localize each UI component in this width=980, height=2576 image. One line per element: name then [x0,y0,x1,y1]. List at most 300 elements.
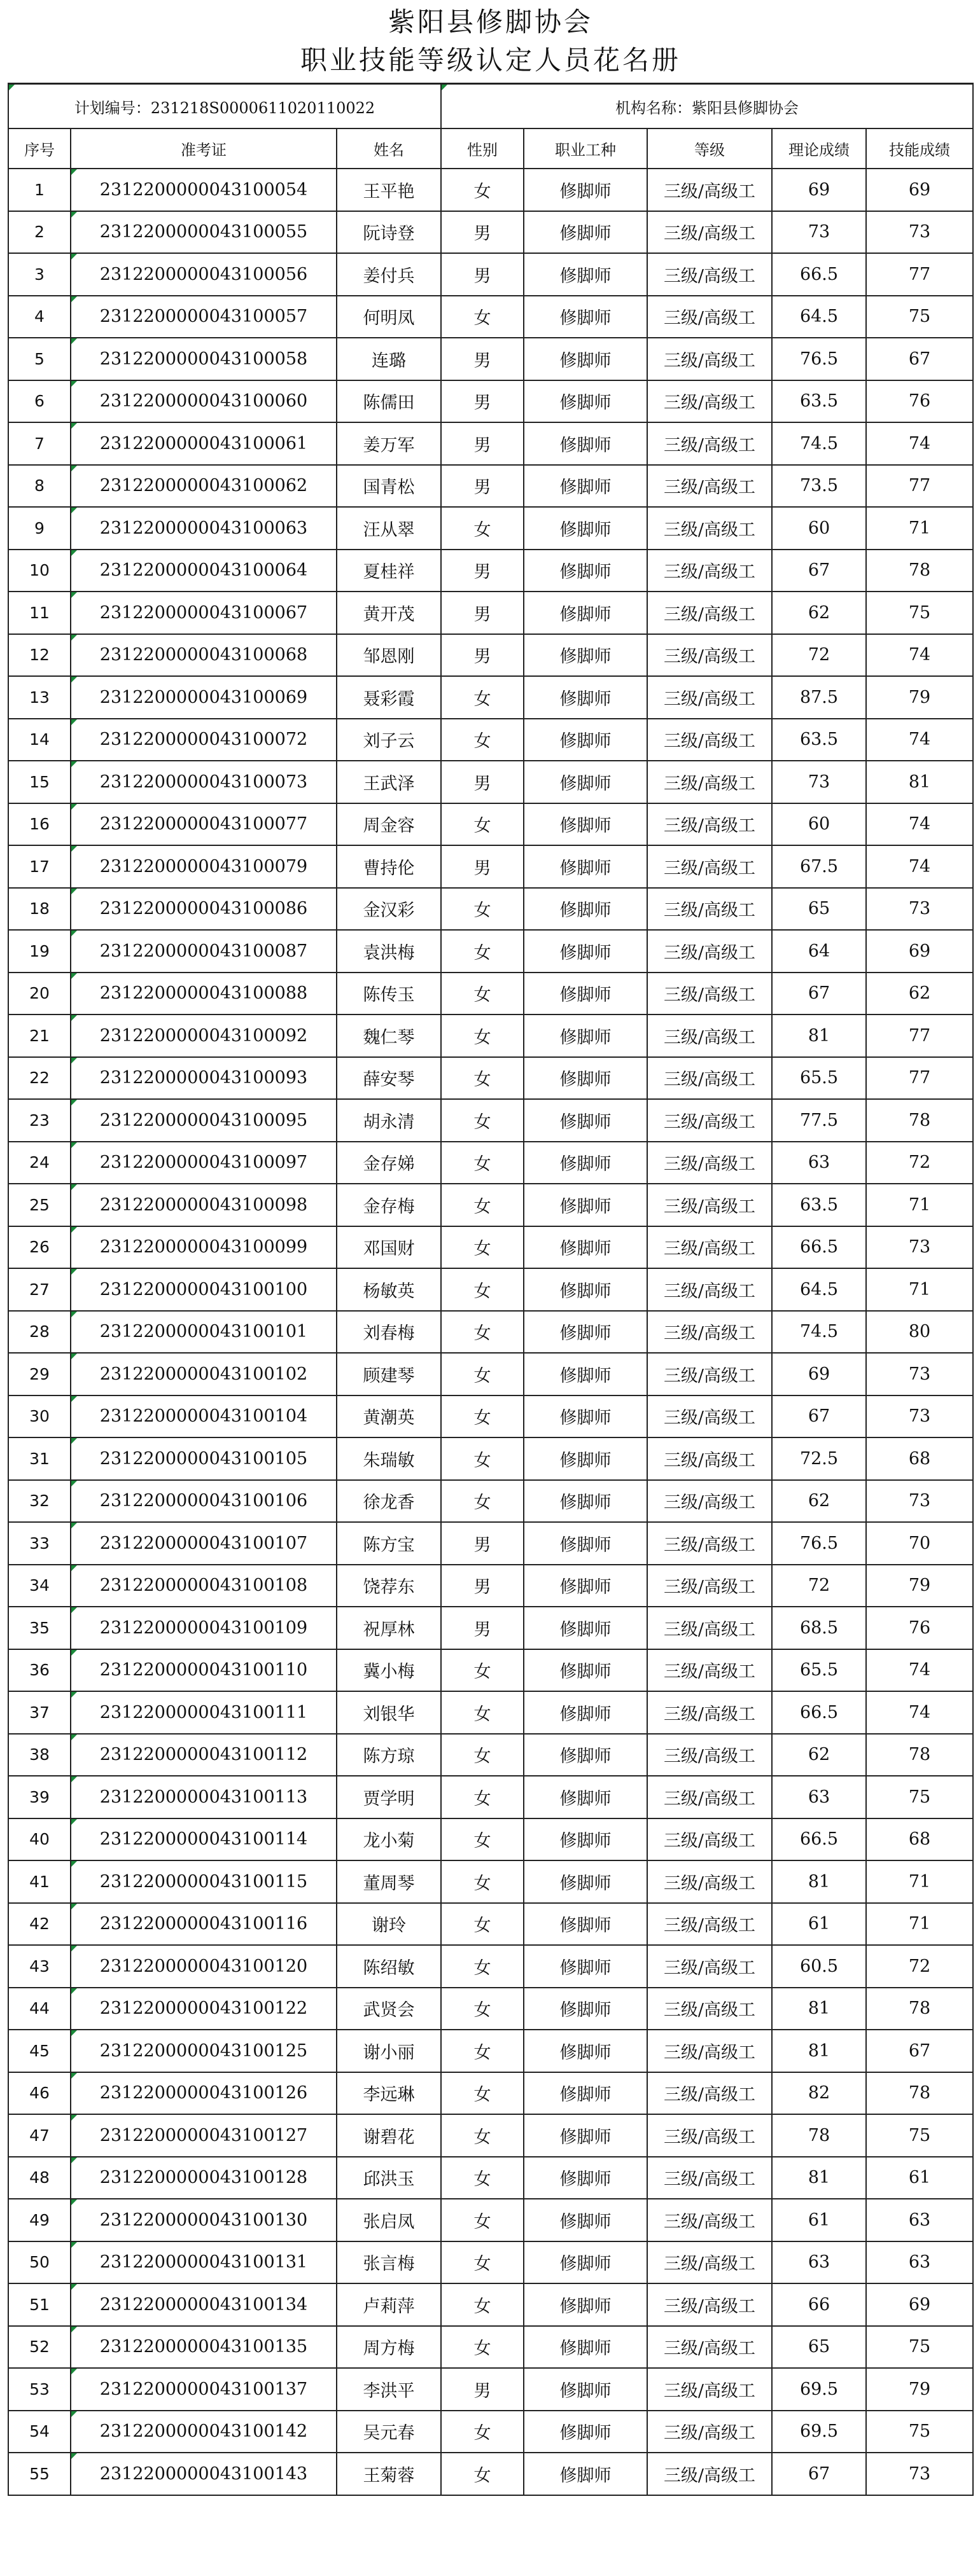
table-row [8,1945,973,1988]
row-level: 三级/高级工 [647,803,772,846]
row-theory-score: 61 [772,1903,866,1946]
plan-number: 计划编号：231218S0000611020110022 [8,84,441,129]
row-theory-score: 72.5 [772,1437,866,1480]
row-name: 国青松 [337,465,441,508]
table-row [8,338,973,380]
row-theory-score: 74.5 [772,422,866,465]
table-row [8,634,973,677]
row-exam-id: 2312200000043100105 [71,1437,337,1480]
row-gender: 女 [441,1776,524,1818]
row-occupation: 修脚师 [524,1860,647,1903]
row-exam-id: 2312200000043100072 [71,719,337,761]
table-row [8,1099,973,1142]
row-name: 陈绍敏 [337,1945,441,1988]
row-gender: 女 [441,803,524,846]
row-theory-score: 64.5 [772,296,866,338]
row-level: 三级/高级工 [647,2283,772,2326]
table-row [8,1860,973,1903]
row-name: 金存梅 [337,1184,441,1226]
row-skill-score: 74 [866,1649,973,1692]
row-gender: 女 [441,1142,524,1184]
row-theory-score: 72 [772,1565,866,1607]
row-occupation: 修脚师 [524,338,647,380]
row-exam-id: 2312200000043100077 [71,803,337,846]
row-exam-id: 2312200000043100106 [71,1480,337,1523]
table-row [8,1142,973,1184]
row-exam-id: 2312200000043100054 [71,169,337,211]
cell-marker-icon [71,1692,77,1698]
row-occupation: 修脚师 [524,1480,647,1523]
cell-marker-icon [71,1184,77,1190]
cell-marker-icon [71,1565,77,1571]
row-skill-score: 69 [866,169,973,211]
row-exam-id: 2312200000043100086 [71,888,337,931]
row-skill-score: 77 [866,1057,973,1100]
row-name: 贾学明 [337,1776,441,1818]
cell-marker-icon [71,1269,77,1275]
row-level: 三级/高级工 [647,676,772,719]
row-occupation: 修脚师 [524,973,647,1015]
row-theory-score: 66.5 [772,253,866,296]
row-occupation: 修脚师 [524,1691,647,1734]
row-seq: 18 [8,888,71,931]
table-row [8,888,973,931]
table-row [8,2453,973,2495]
cell-marker-icon [71,2030,77,2036]
row-level: 三级/高级工 [647,2411,772,2453]
row-gender: 女 [441,2283,524,2326]
row-seq: 13 [8,676,71,719]
table-row [8,2114,973,2157]
row-name: 阮诗登 [337,211,441,254]
row-seq: 32 [8,1480,71,1523]
row-exam-id: 2312200000043100063 [71,507,337,550]
row-theory-score: 62 [772,592,866,634]
row-name: 聂彩霞 [337,676,441,719]
row-occupation: 修脚师 [524,592,647,634]
row-exam-id: 2312200000043100079 [71,845,337,888]
row-theory-score: 76.5 [772,1522,866,1565]
row-exam-id: 2312200000043100125 [71,2030,337,2072]
row-occupation: 修脚师 [524,1649,647,1692]
row-occupation: 修脚师 [524,719,647,761]
row-seq: 37 [8,1691,71,1734]
row-gender: 男 [441,845,524,888]
row-exam-id: 2312200000043100068 [71,634,337,677]
row-skill-score: 70 [866,1522,973,1565]
info-row [8,84,973,129]
row-name: 刘银华 [337,1691,441,1734]
row-seq: 22 [8,1057,71,1100]
cell-marker-icon [71,508,77,513]
row-name: 黄开茂 [337,592,441,634]
row-occupation: 修脚师 [524,2453,647,2495]
cell-marker-icon [71,1142,77,1148]
title-line-2: 职业技能等级认定人员花名册 [300,45,682,76]
row-level: 三级/高级工 [647,1565,772,1607]
cell-marker-icon [71,2199,77,2205]
row-theory-score: 81 [772,1014,866,1057]
row-level: 三级/高级工 [647,592,772,634]
row-exam-id: 2312200000043100108 [71,1565,337,1607]
row-occupation: 修脚师 [524,803,647,846]
row-name: 金存娣 [337,1142,441,1184]
row-level: 三级/高级工 [647,634,772,677]
table-row [8,1057,973,1100]
row-occupation: 修脚师 [524,2368,647,2411]
row-gender: 女 [441,1437,524,1480]
row-theory-score: 63.5 [772,1184,866,1226]
row-seq: 54 [8,2411,71,2453]
row-level: 三级/高级工 [647,1057,772,1100]
row-name: 邹恩刚 [337,634,441,677]
row-gender: 女 [441,1988,524,2030]
row-gender: 女 [441,1226,524,1269]
row-name: 王武泽 [337,761,441,803]
cell-marker-icon [71,1904,77,1909]
row-gender: 女 [441,2114,524,2157]
row-name: 胡永清 [337,1099,441,1142]
row-gender: 女 [441,2030,524,2072]
row-level: 三级/高级工 [647,296,772,338]
row-name: 谢碧花 [337,2114,441,2157]
header-row [8,128,973,169]
row-name: 姜付兵 [337,253,441,296]
row-seq: 53 [8,2368,71,2411]
row-seq: 45 [8,2030,71,2072]
table-row [8,169,973,211]
row-skill-score: 71 [866,1860,973,1903]
row-gender: 女 [441,930,524,973]
row-exam-id: 2312200000043100060 [71,380,337,423]
row-level: 三级/高级工 [647,1522,772,1565]
row-seq: 20 [8,973,71,1015]
row-seq: 2 [8,211,71,254]
row-occupation: 修脚师 [524,422,647,465]
row-occupation: 修脚师 [524,507,647,550]
row-occupation: 修脚师 [524,1776,647,1818]
cell-marker-icon [71,254,77,260]
table-row [8,550,973,592]
row-occupation: 修脚师 [524,2030,647,2072]
row-theory-score: 67 [772,550,866,592]
row-skill-score: 68 [866,1437,973,1480]
header-seq: 序号 [8,128,71,169]
row-skill-score: 79 [866,2368,973,2411]
row-exam-id: 2312200000043100115 [71,1860,337,1903]
row-seq: 30 [8,1395,71,1438]
row-gender: 女 [441,2157,524,2199]
row-gender: 女 [441,1311,524,1354]
title-line-1: 紫阳县修脚协会 [388,6,594,38]
row-gender: 女 [441,2241,524,2284]
row-gender: 女 [441,507,524,550]
row-seq: 48 [8,2157,71,2199]
row-exam-id: 2312200000043100112 [71,1734,337,1776]
row-theory-score: 67.5 [772,845,866,888]
row-theory-score: 82 [772,2072,866,2115]
table-row [8,2072,973,2115]
row-exam-id: 2312200000043100134 [71,2283,337,2326]
table-row [8,803,973,846]
row-name: 刘春梅 [337,1311,441,1354]
row-occupation: 修脚师 [524,1818,647,1861]
row-skill-score: 78 [866,1099,973,1142]
row-skill-score: 69 [866,930,973,973]
row-occupation: 修脚师 [524,1268,647,1311]
row-name: 夏桂祥 [337,550,441,592]
row-theory-score: 69.5 [772,2411,866,2453]
row-gender: 女 [441,973,524,1015]
row-exam-id: 2312200000043100073 [71,761,337,803]
row-occupation: 修脚师 [524,1988,647,2030]
row-seq: 26 [8,1226,71,1269]
document-title [8,0,973,84]
row-level: 三级/高级工 [647,973,772,1015]
row-name: 刘子云 [337,719,441,761]
row-level: 三级/高级工 [647,1945,772,1988]
row-exam-id: 2312200000043100098 [71,1184,337,1226]
row-occupation: 修脚师 [524,2157,647,2199]
cell-marker-icon [71,2411,77,2417]
cell-marker-icon [71,550,77,556]
row-exam-id: 2312200000043100064 [71,550,337,592]
row-gender: 女 [441,1734,524,1776]
cell-marker-icon [71,889,77,894]
row-name: 陈方宝 [337,1522,441,1565]
row-seq: 1 [8,169,71,211]
row-occupation: 修脚师 [524,761,647,803]
row-level: 三级/高级工 [647,550,772,592]
row-theory-score: 65.5 [772,1057,866,1100]
row-skill-score: 68 [866,1818,973,1861]
row-occupation: 修脚师 [524,2283,647,2326]
row-seq: 17 [8,845,71,888]
row-skill-score: 73 [866,2453,973,2495]
row-name: 张启凤 [337,2199,441,2241]
row-seq: 52 [8,2326,71,2369]
row-name: 汪从翠 [337,507,441,550]
row-exam-id: 2312200000043100109 [71,1607,337,1649]
cell-marker-icon [71,2284,77,2290]
row-level: 三级/高级工 [647,1142,772,1184]
row-level: 三级/高级工 [647,2157,772,2199]
cell-marker-icon [71,1523,77,1528]
row-gender: 女 [441,1268,524,1311]
row-name: 王平艳 [337,169,441,211]
row-seq: 42 [8,1903,71,1946]
row-occupation: 修脚师 [524,1226,647,1269]
row-theory-score: 63 [772,1142,866,1184]
row-level: 三级/高级工 [647,507,772,550]
table-row [8,253,973,296]
table-row [8,2199,973,2241]
row-skill-score: 78 [866,1988,973,2030]
table-row [8,1184,973,1226]
table-row [8,930,973,973]
row-skill-score: 75 [866,296,973,338]
table-row [8,1649,973,1692]
row-occupation: 修脚师 [524,2072,647,2115]
row-occupation: 修脚师 [524,1437,647,1480]
row-seq: 24 [8,1142,71,1184]
row-name: 龙小菊 [337,1818,441,1861]
row-gender: 女 [441,676,524,719]
row-seq: 11 [8,592,71,634]
table-row [8,2157,973,2199]
cell-marker-icon [71,466,77,471]
cell-marker-icon [71,2073,77,2079]
table-row [8,2283,973,2326]
row-level: 三级/高级工 [647,1437,772,1480]
row-level: 三级/高级工 [647,761,772,803]
row-exam-id: 2312200000043100057 [71,296,337,338]
row-name: 连璐 [337,338,441,380]
header-name: 姓名 [337,128,441,169]
row-level: 三级/高级工 [647,2453,772,2495]
row-skill-score: 67 [866,2030,973,2072]
row-exam-id: 2312200000043100142 [71,2411,337,2453]
row-seq: 51 [8,2283,71,2326]
row-occupation: 修脚师 [524,465,647,508]
row-seq: 41 [8,1860,71,1903]
row-gender: 女 [441,719,524,761]
row-skill-score: 74 [866,719,973,761]
table-row [8,676,973,719]
table-row [8,1691,973,1734]
row-occupation: 修脚师 [524,1734,647,1776]
row-exam-id: 2312200000043100127 [71,2114,337,2157]
row-gender: 男 [441,634,524,677]
table-row [8,507,973,550]
cell-marker-icon [71,1776,77,1782]
row-theory-score: 76.5 [772,338,866,380]
row-skill-score: 75 [866,2411,973,2453]
row-occupation: 修脚师 [524,296,647,338]
row-name: 陈传玉 [337,973,441,1015]
row-occupation: 修脚师 [524,676,647,719]
row-skill-score: 74 [866,1691,973,1734]
table-row [8,1607,973,1649]
row-gender: 男 [441,1565,524,1607]
row-gender: 女 [441,1395,524,1438]
cell-marker-icon [71,381,77,387]
table-row [8,592,973,634]
row-theory-score: 69 [772,169,866,211]
row-theory-score: 74.5 [772,1311,866,1354]
row-level: 三级/高级工 [647,1184,772,1226]
row-skill-score: 75 [866,2114,973,2157]
row-skill-score: 71 [866,1268,973,1311]
row-exam-id: 2312200000043100056 [71,253,337,296]
row-name: 吴元春 [337,2411,441,2453]
row-exam-id: 2312200000043100093 [71,1057,337,1100]
row-skill-score: 72 [866,1142,973,1184]
header-occupation: 职业工种 [524,128,647,169]
row-occupation: 修脚师 [524,2326,647,2369]
row-occupation: 修脚师 [524,1014,647,1057]
table-row [8,2411,973,2453]
row-seq: 23 [8,1099,71,1142]
row-skill-score: 77 [866,1014,973,1057]
row-occupation: 修脚师 [524,2241,647,2284]
table-row [8,1268,973,1311]
row-level: 三级/高级工 [647,1226,772,1269]
row-gender: 女 [441,2072,524,2115]
row-gender: 男 [441,465,524,508]
row-seq: 38 [8,1734,71,1776]
cell-marker-icon [71,2157,77,2163]
row-seq: 12 [8,634,71,677]
row-occupation: 修脚师 [524,211,647,254]
row-exam-id: 2312200000043100092 [71,1014,337,1057]
row-exam-id: 2312200000043100143 [71,2453,337,2495]
row-seq: 44 [8,1988,71,2030]
row-gender: 女 [441,1860,524,1903]
row-name: 王菊蓉 [337,2453,441,2495]
row-gender: 女 [441,1353,524,1395]
cell-marker-icon [71,423,77,429]
row-occupation: 修脚师 [524,1057,647,1100]
row-gender: 女 [441,1903,524,1946]
row-theory-score: 73.5 [772,465,866,508]
row-occupation: 修脚师 [524,550,647,592]
cell-marker-icon [71,973,77,979]
row-exam-id: 2312200000043100126 [71,2072,337,2115]
roster-sheet [8,0,972,2496]
row-name: 朱瑞敏 [337,1437,441,1480]
row-gender: 女 [441,1014,524,1057]
row-seq: 36 [8,1649,71,1692]
row-seq: 19 [8,930,71,973]
row-skill-score: 73 [866,1226,973,1269]
row-level: 三级/高级工 [647,2199,772,2241]
table-row [8,1734,973,1776]
table-row [8,380,973,423]
row-occupation: 修脚师 [524,1565,647,1607]
row-level: 三级/高级工 [647,2326,772,2369]
row-theory-score: 63 [772,2241,866,2284]
row-skill-score: 61 [866,2157,973,2199]
row-theory-score: 77.5 [772,1099,866,1142]
row-theory-score: 63.5 [772,719,866,761]
row-occupation: 修脚师 [524,1945,647,1988]
row-exam-id: 2312200000043100114 [71,1818,337,1861]
row-occupation: 修脚师 [524,1311,647,1354]
row-seq: 29 [8,1353,71,1395]
row-skill-score: 76 [866,1607,973,1649]
row-exam-id: 2312200000043100058 [71,338,337,380]
row-level: 三级/高级工 [647,1691,772,1734]
cell-marker-icon [71,338,77,344]
row-exam-id: 2312200000043100104 [71,1395,337,1438]
row-theory-score: 87.5 [772,676,866,719]
row-gender: 男 [441,761,524,803]
row-level: 三级/高级工 [647,169,772,211]
row-seq: 39 [8,1776,71,1818]
row-exam-id: 2312200000043100102 [71,1353,337,1395]
cell-marker-icon [71,931,77,936]
row-level: 三级/高级工 [647,1268,772,1311]
row-exam-id: 2312200000043100088 [71,973,337,1015]
row-level: 三级/高级工 [647,2368,772,2411]
row-seq: 46 [8,2072,71,2115]
row-exam-id: 2312200000043100062 [71,465,337,508]
row-skill-score: 74 [866,422,973,465]
row-seq: 35 [8,1607,71,1649]
row-occupation: 修脚师 [524,1099,647,1142]
row-name: 邱洪玉 [337,2157,441,2199]
